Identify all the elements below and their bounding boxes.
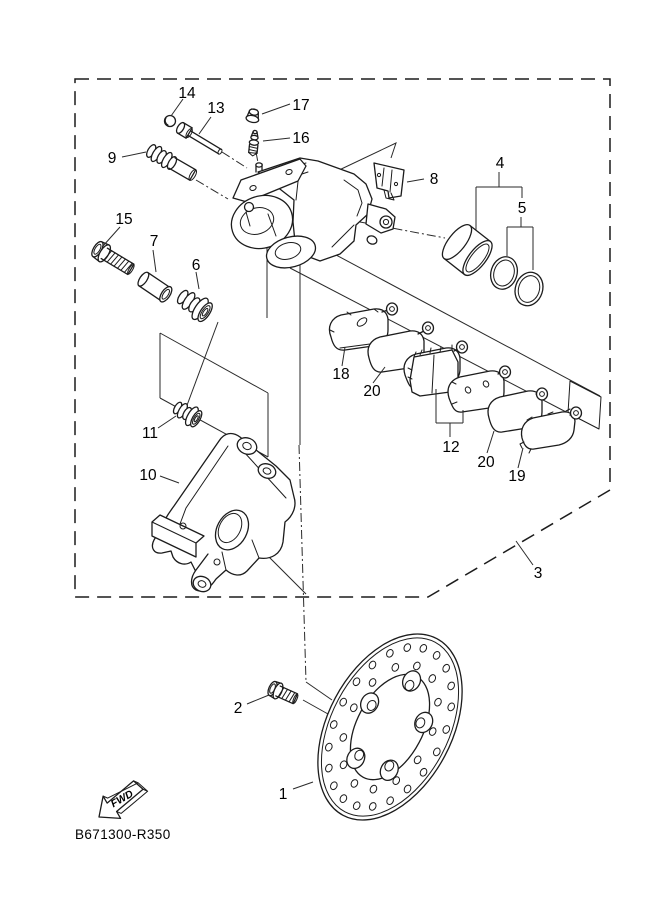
callout-14: 14	[178, 85, 196, 102]
callout-10: 10	[139, 467, 157, 484]
callout-9: 9	[107, 150, 117, 167]
drawing-code: B671300-R350	[75, 827, 171, 842]
callout-5: 5	[517, 200, 527, 217]
callout-4: 4	[495, 155, 505, 172]
brake-disc-1	[288, 610, 491, 845]
callout-20-second: 20	[477, 454, 495, 471]
callout-13: 13	[207, 100, 225, 117]
callout-16: 16	[292, 130, 310, 147]
pin-boot-9	[144, 142, 199, 184]
slide-boot-6	[173, 285, 216, 325]
callout-11: 11	[141, 425, 159, 442]
bleed-screw-16	[248, 130, 260, 156]
fwd-arrow	[91, 776, 153, 828]
bracket-boot-11	[170, 397, 205, 429]
slide-collar-7	[135, 270, 174, 304]
callout-19: 19	[508, 468, 526, 485]
callout-8: 8	[429, 171, 439, 188]
mounting-bracket-10	[152, 434, 295, 595]
bleed-cap-17	[245, 108, 260, 124]
fwd-label: FWD	[108, 787, 136, 811]
callout-18: 18	[332, 366, 350, 383]
callout-1: 1	[278, 786, 288, 803]
slide-pin-13	[175, 121, 225, 157]
callout-6: 6	[191, 257, 201, 274]
callout-3: 3	[533, 565, 543, 582]
callout-12: 12	[442, 439, 460, 456]
callout-17: 17	[292, 97, 310, 114]
pin-cap-14	[165, 116, 176, 127]
callout-2: 2	[233, 700, 243, 717]
pad-spring-8	[374, 163, 404, 200]
disc-bolt-2	[266, 679, 300, 707]
caliper-body	[224, 158, 395, 273]
callout-15: 15	[115, 211, 133, 228]
piston-4	[437, 220, 497, 280]
bracket-bolt-15	[89, 239, 137, 279]
callout-20-first: 20	[363, 383, 381, 400]
callout-7: 7	[149, 233, 159, 250]
